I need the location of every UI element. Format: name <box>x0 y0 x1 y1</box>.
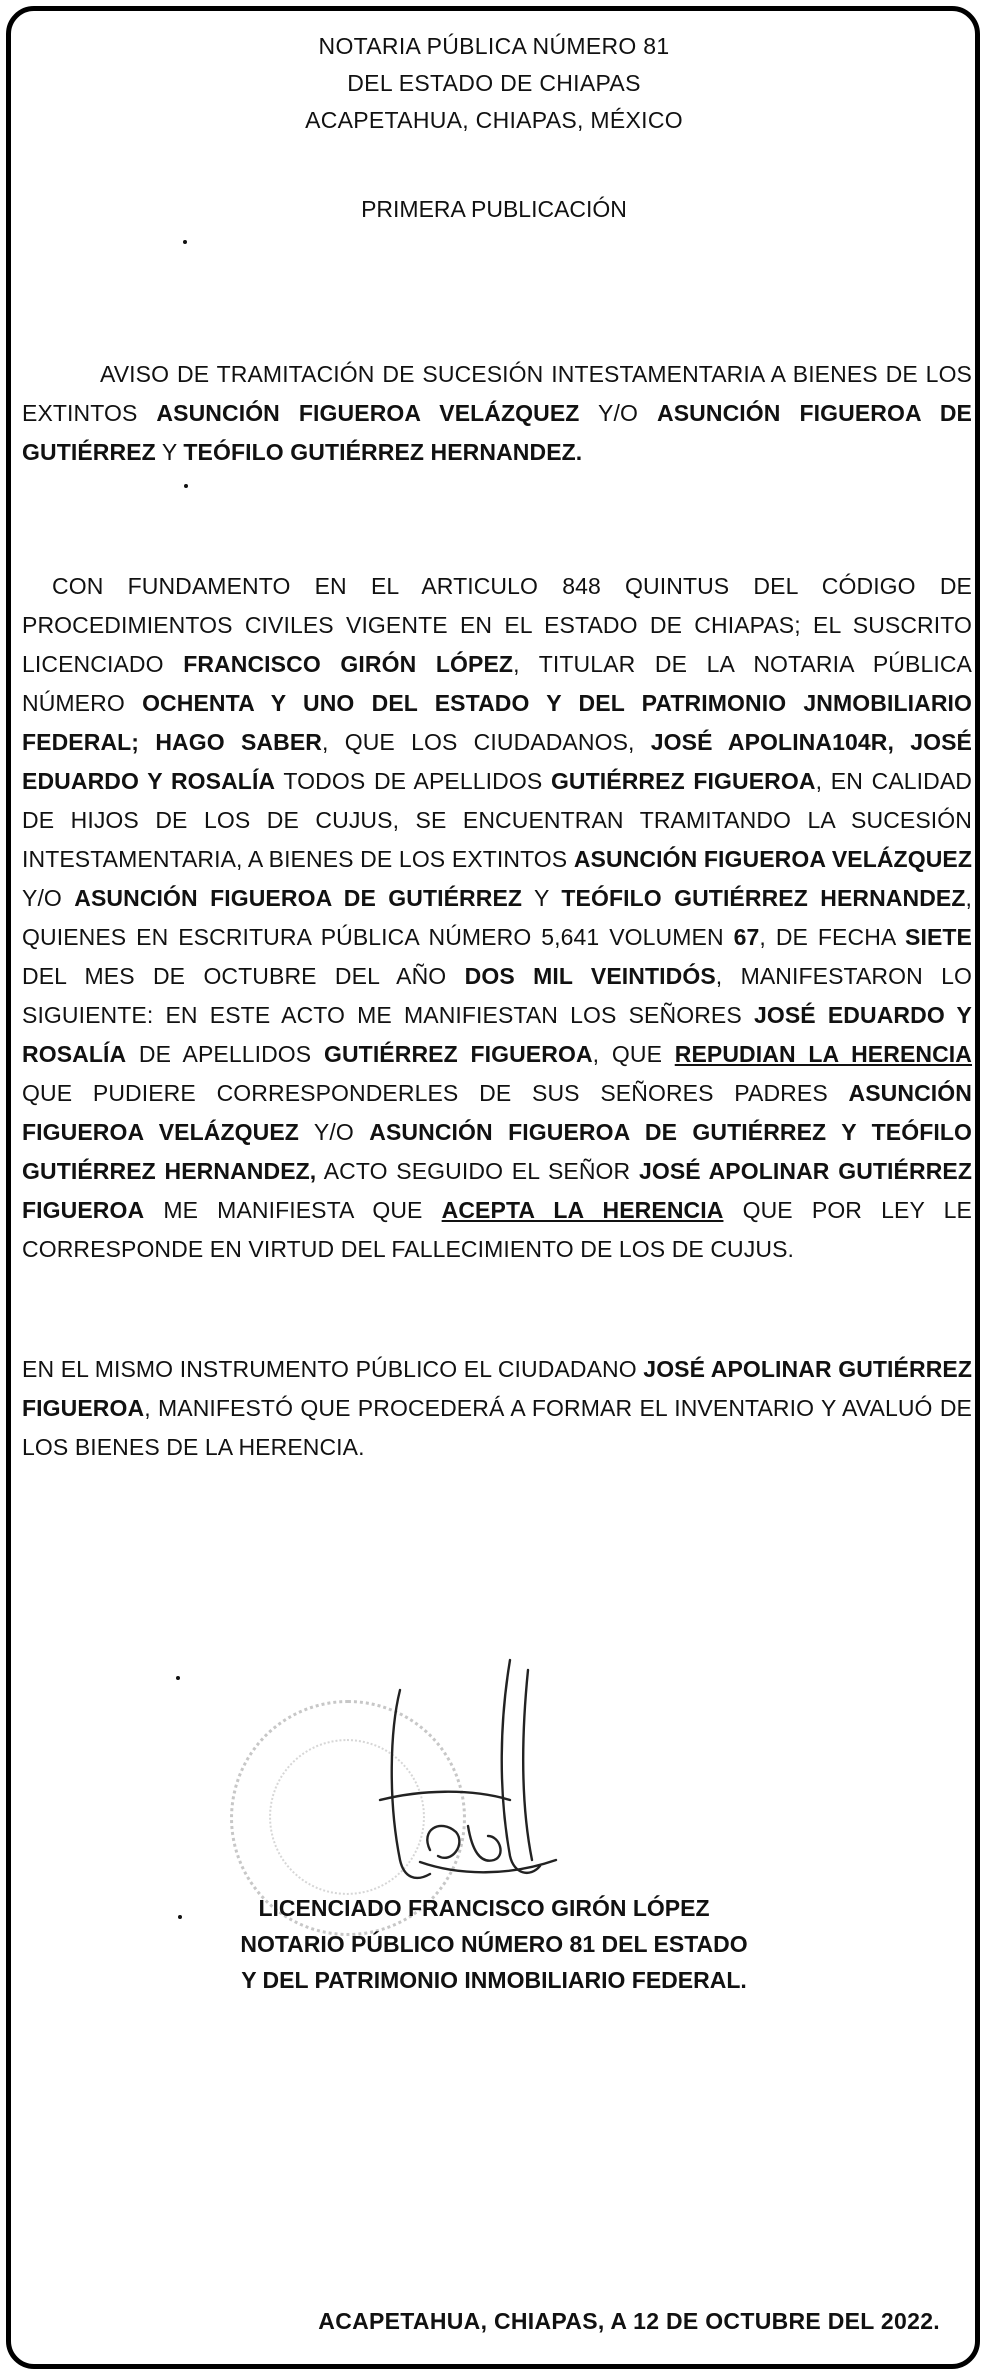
text-run: 67 <box>733 924 760 950</box>
signer-name: LICENCIADO FRANCISCO GIRÓN LÓPEZ <box>258 1895 710 1921</box>
text-run: TEÓFILO GUTIÉRREZ HERNANDEZ <box>561 885 966 911</box>
notary-signature-block <box>0 1890 988 1998</box>
header-line-2: DEL ESTADO DE CHIAPAS <box>347 70 641 96</box>
text-run: , EN CALIDAD DE HIJOS DE LOS DE CUJUS, SE ENCUENTRAN TRAMITANDO LA SUCESIÓN INTESTAMENTARIA, A BIENES DE LOS EXTINTOS <box>22 768 972 872</box>
text-run: TODOS DE APELLIDOS <box>275 768 551 794</box>
text-run: , QUE <box>592 1041 675 1067</box>
text-run: , DE FECHA <box>759 924 906 950</box>
place-and-date: ACAPETAHUA, CHIAPAS, A 12 DE OCTUBRE DEL 2022. <box>318 2308 940 2334</box>
signer-title-cont: Y DEL PATRIMONIO INMOBILIARIO FEDERAL. <box>241 1967 747 1993</box>
text-run: , MANIFESTARON LO SIGUIENTE: EN ESTE ACTO ME MANIFIESTAN LOS SEÑORES <box>22 963 973 1028</box>
text-run: CON FUNDAMENTO EN EL ARTICULO 848 QUINTUS DEL CÓDIGO DE PROCEDIMIENTOS CIVILES VIGENTE EN EL ESTADO DE CHIAPAS; EL SUSCRITO LICENCIADO <box>22 573 972 677</box>
text-run: FRANCISCO GIRÓN LÓPEZ <box>183 651 514 677</box>
text-run: EN EL MISMO INSTRUMENTO PÚBLICO EL CIUDADANO <box>22 1356 644 1382</box>
text-run: Y/O <box>579 400 657 426</box>
text-run: OCHENTA Y UNO DEL ESTADO Y DEL PATRIMONIO JNMOBILIARIO FEDERAL; HAGO SABER <box>22 690 973 755</box>
text-run: REPUDIAN LA HERENCIA <box>674 1041 973 1067</box>
text-run: QUE PUDIERE CORRESPONDERLES DE SUS SEÑORES PADRES <box>22 1080 849 1106</box>
text-run: AVISO DE TRAMITACIÓN DE SUCESIÓN INTESTAMENTARIA A BIENES DE LOS EXTINTOS <box>22 361 972 426</box>
text-run: DE APELLIDOS <box>126 1041 324 1067</box>
text-run: TEÓFILO GUTIÉRREZ HERNANDEZ. <box>183 439 583 465</box>
handwritten-signature <box>360 1650 580 1890</box>
signer-title: NOTARIO PÚBLICO NÚMERO 81 DEL ESTADO <box>240 1931 748 1957</box>
text-run: GUTIÉRREZ FIGUEROA <box>550 768 816 794</box>
text-run: ASUNCIÓN FIGUEROA VELÁZQUEZ <box>22 1080 972 1145</box>
speck-mark <box>176 1676 180 1680</box>
text-run: ASUNCIÓN FIGUEROA VELÁZQUEZ <box>573 846 972 872</box>
notary-header <box>0 28 988 139</box>
text-run: DOS MIL VEINTIDÓS <box>464 963 716 989</box>
text-run: JOSÉ APOLINAR GUTIÉRREZ FIGUEROA <box>22 1158 972 1223</box>
text-run: Y/O <box>298 1119 370 1145</box>
text-run: ASUNCIÓN FIGUEROA VELÁZQUEZ <box>156 400 580 426</box>
publication-title: PRIMERA PUBLICACIÓN <box>361 196 627 222</box>
text-run: ASUNCIÓN FIGUEROA DE GUTIÉRREZ <box>22 400 972 465</box>
text-run: ACTO SEGUIDO EL SEÑOR <box>316 1158 639 1184</box>
text-run: ASUNCIÓN FIGUEROA DE GUTIÉRREZ <box>74 885 523 911</box>
text-run: JOSÉ APOLINAR GUTIÉRREZ FIGUEROA <box>22 1356 972 1421</box>
text-run: Y <box>155 439 184 465</box>
text-run: DEL MES DE OCTUBRE DEL AÑO <box>22 963 465 989</box>
inventory-paragraph <box>22 1350 972 1467</box>
speck-mark <box>183 240 187 244</box>
text-run: , QUIENES EN ESCRITURA PÚBLICA NÚMERO 5,641 VOLUMEN <box>22 885 973 950</box>
text-run: SIETE <box>905 924 972 950</box>
text-run: Y <box>522 885 562 911</box>
text-run: ASUNCIÓN FIGUEROA DE GUTIÉRREZ Y TEÓFILO GUTIÉRREZ HERNANDEZ, <box>22 1119 972 1184</box>
speck-mark <box>184 484 188 488</box>
text-run: GUTIÉRREZ FIGUEROA <box>323 1041 593 1067</box>
text-run: ACEPTA LA HERENCIA <box>441 1197 724 1223</box>
text-run: , TITULAR DE LA NOTARIA PÚBLICA NÚMERO <box>22 651 972 716</box>
text-run: , MANIFESTÓ QUE PROCEDERÁ A FORMAR EL INVENTARIO Y AVALUÓ DE LOS BIENES DE LA HERENCIA. <box>22 1395 972 1460</box>
text-run: , QUE LOS CIUDADANOS, <box>321 729 651 755</box>
body-paragraph <box>22 567 972 1269</box>
notice-paragraph <box>22 355 972 472</box>
text-run: QUE POR LEY LE CORRESPONDE EN VIRTUD DEL FALLECIMIENTO DE LOS DE CUJUS. <box>22 1197 972 1262</box>
text-run: ME MANIFIESTA QUE <box>144 1197 442 1223</box>
header-line-1: NOTARIA PÚBLICA NÚMERO 81 <box>318 33 670 59</box>
text-run: JOSÉ APOLINA104R, JOSÉ EDUARDO Y ROSALÍA <box>22 729 972 794</box>
header-line-3: ACAPETAHUA, CHIAPAS, MÉXICO <box>305 107 683 133</box>
text-run: JOSÉ EDUARDO Y ROSALÍA <box>22 1002 972 1067</box>
text-run: Y/O <box>22 885 75 911</box>
